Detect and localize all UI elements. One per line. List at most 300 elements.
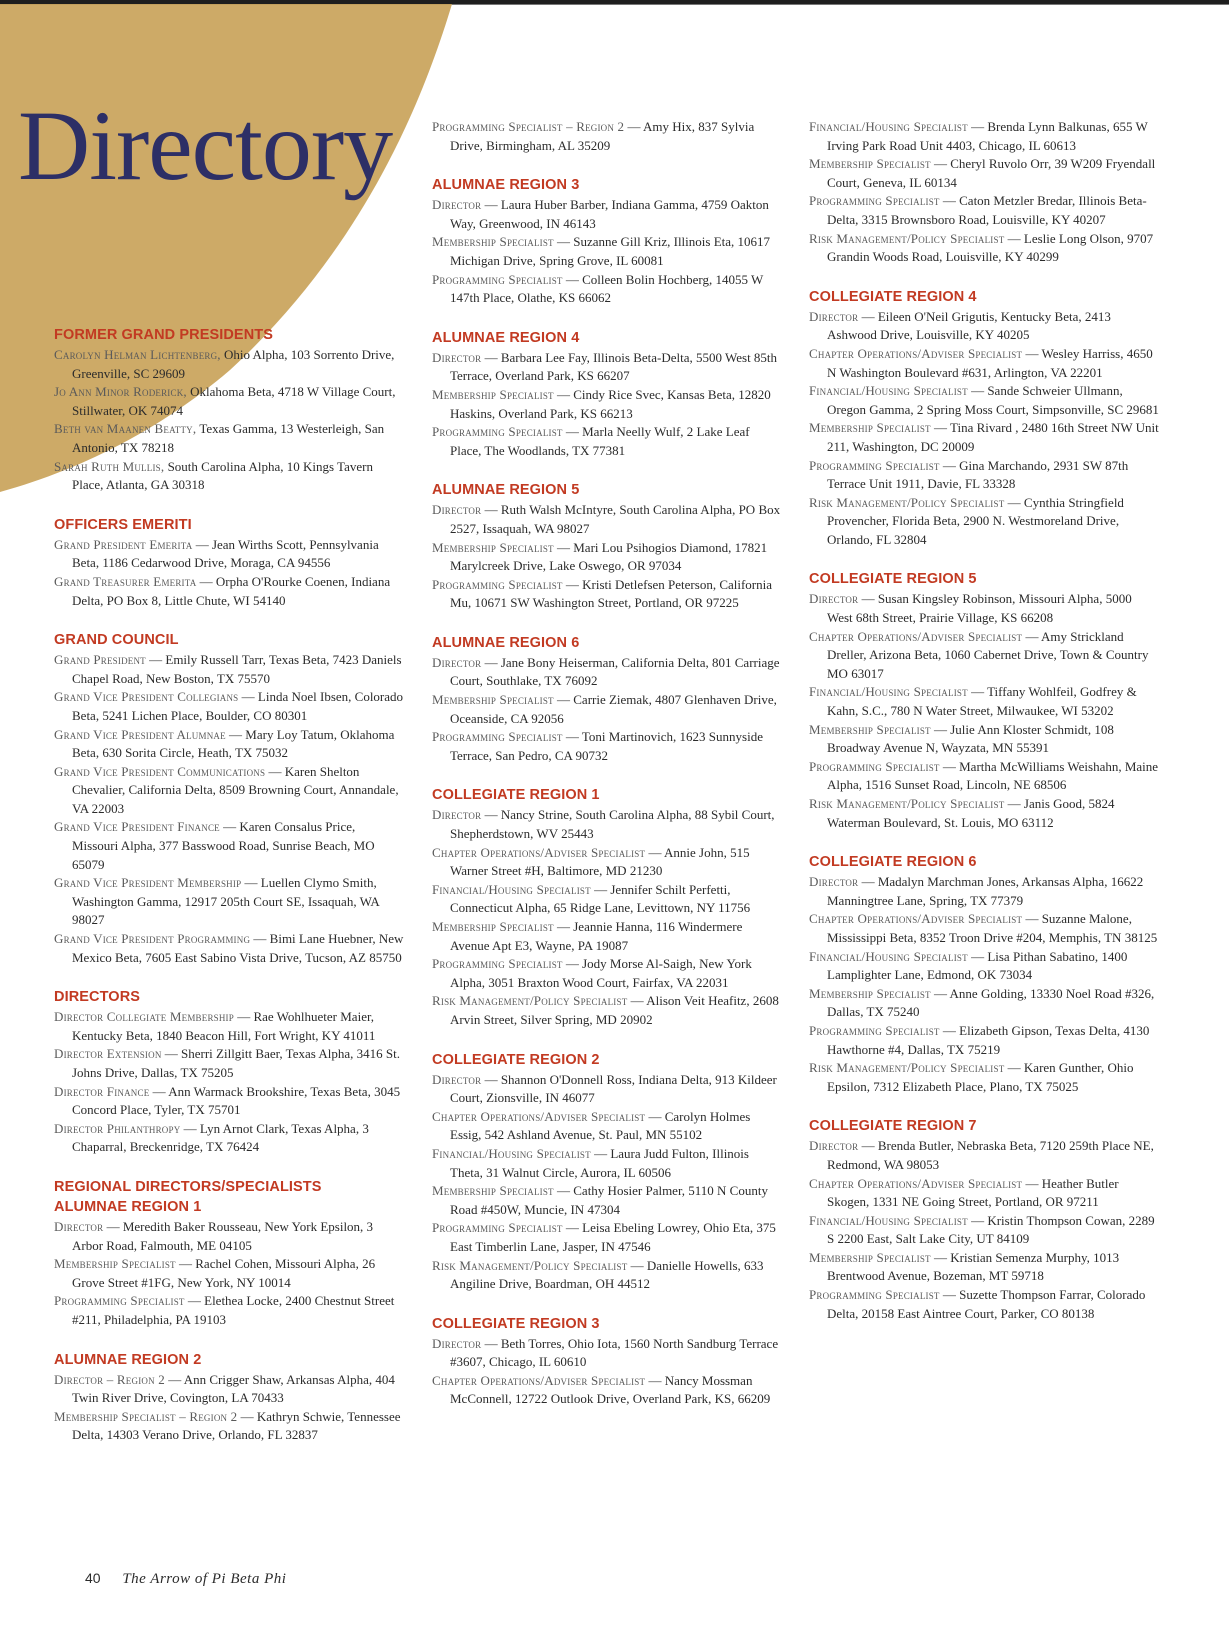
- directory-entry: [432, 992, 782, 1029]
- directory-entry: [54, 536, 404, 573]
- entry-separator: —: [1022, 1175, 1042, 1191]
- directory-entry: [54, 763, 404, 819]
- entry-details: Julie Ann Kloster Schmidt, 108 Broadway Avenue N, Wayzata, MN 55391: [827, 721, 1114, 756]
- directory-section: [54, 631, 404, 967]
- entry-role: Chapter Operations/Adviser Specialist: [809, 911, 1023, 927]
- directory-entry: [809, 118, 1159, 155]
- entry-separator: —: [1004, 494, 1024, 510]
- entry-role: Membership Specialist: [809, 985, 931, 1001]
- directory-section: [432, 329, 782, 461]
- entry-details: Heather Butler Skogen, 1331 NE Going Street, Portland, OR 97211: [827, 1175, 1119, 1210]
- entry-details: Susan Kingsley Robinson, Missouri Alpha, 5000 West 68th Street, Prairie Village, KS 66208: [827, 591, 1132, 626]
- entry-separator: —: [645, 1108, 665, 1124]
- entry-role: Chapter Operations/Adviser Specialist: [809, 628, 1023, 644]
- entry-details: Beth Torres, Ohio Iota, 1560 North Sandburg Terrace #3607, Chicago, IL 60610: [450, 1335, 779, 1370]
- entry-separator: —: [1004, 796, 1024, 811]
- directory-entry: [809, 590, 1159, 627]
- entry-role: Chapter Operations/Adviser Specialist: [432, 1372, 646, 1388]
- entry-details: Jane Bony Heiserman, California Delta, 801 Carriage Court, Southlake, TX 76092: [450, 654, 780, 689]
- entry-separator: —: [196, 573, 216, 589]
- directory-entry: [432, 1372, 782, 1409]
- entry-role: Jo Ann Minor Roderick,: [54, 384, 187, 400]
- entry-separator: —: [265, 763, 285, 779]
- directory-entry: [809, 230, 1159, 267]
- directory-entry: [809, 192, 1159, 229]
- entry-details: Anne Golding, 13330 Noel Road #326, Dallas, TX 75240: [827, 985, 1155, 1020]
- entry-separator: —: [624, 119, 644, 134]
- entry-role: Chapter Operations/Adviser Specialist: [809, 1175, 1023, 1191]
- entry-role: Risk Management/Policy Specialist: [432, 1257, 628, 1273]
- entry-role: Director: [809, 874, 859, 890]
- entry-role: Grand Vice President Alumnae: [54, 726, 226, 742]
- entry-details: Leisa Ebeling Lowrey, Ohio Eta, 375 East Timberlin Lane, Jasper, IN 47546: [450, 1220, 776, 1254]
- entry-separator: —: [219, 819, 240, 835]
- section-heading: OFFICERS EMERITI: [54, 516, 192, 533]
- entry-separator: —: [250, 931, 270, 947]
- directory-entry: [432, 955, 782, 992]
- section-heading: FORMER GRAND PRESIDENTS: [54, 327, 274, 343]
- entry-details: Brenda Lynn Balkunas, 655 W Irving Park Road Unit 4403, Chicago, IL 60613: [827, 119, 1148, 153]
- entry-details: Elethea Locke, 2400 Chestnut Street #211, Philadelphia, PA 19103: [72, 1293, 395, 1327]
- entry-separator: —: [553, 539, 574, 555]
- entry-role: Risk Management/Policy Specialist: [432, 993, 628, 1009]
- entry-separator: —: [481, 502, 501, 518]
- entry-separator: —: [930, 1249, 951, 1265]
- directory-entry: [54, 573, 404, 610]
- directory-entry: [432, 196, 782, 233]
- directory-entry: [54, 383, 404, 420]
- entry-details: Elizabeth Gipson, Texas Delta, 4130 Hawthorne #4, Dallas, TX 75219: [827, 1022, 1150, 1057]
- section-heading: COLLEGIATE REGION 4: [809, 288, 977, 305]
- entry-separator: —: [184, 1293, 205, 1309]
- directory-entry: [809, 1249, 1159, 1286]
- entry-details: Kristian Semenza Murphy, 1013 Brentwood Avenue, Bozeman, MT 59718: [827, 1249, 1120, 1284]
- entry-details: Carrie Ziemak, 4807 Glenhaven Drive, Oceanside, CA 92056: [450, 692, 777, 726]
- directory-entry: [54, 1408, 404, 1445]
- entry-role: Grand President: [54, 652, 146, 668]
- entry-role: Programming Specialist: [809, 758, 940, 774]
- directory-entry: [54, 1008, 404, 1045]
- entry-details: Gina Marchando, 2931 SW 87th Terrace Unit 1911, Davie, FL 33328: [827, 457, 1129, 492]
- entry-role: Financial/Housing Specialist: [809, 948, 968, 964]
- entry-separator: —: [627, 1257, 647, 1273]
- entry-role: Director: [809, 1138, 859, 1154]
- entry-role: Membership Specialist: [809, 1249, 931, 1265]
- directory-entry: [809, 910, 1159, 947]
- directory-column-1: [54, 326, 404, 1466]
- section-heading: COLLEGIATE REGION 6: [809, 854, 977, 871]
- directory-entry: [432, 501, 782, 538]
- directory-entry: [809, 985, 1159, 1022]
- entry-details: Jeannie Hanna, 116 Windermere Avenue Apt E3, Wayne, PA 19087: [450, 919, 743, 953]
- entry-details: Sande Schweier Ullmann, Oregon Gamma, 2 Spring Moss Court, Simpsonville, SC 29681: [827, 383, 1159, 417]
- entry-role: Membership Specialist: [432, 539, 554, 555]
- directory-entry: [809, 795, 1159, 832]
- page-footer: [85, 1570, 286, 1588]
- entry-details: Karen Consalus Price, Missouri Alpha, 377 Basswood Road, Sunrise Beach, MO 65079: [72, 819, 375, 872]
- section-heading: DIRECTORS: [54, 989, 141, 1006]
- entry-separator: —: [930, 721, 951, 737]
- entry-separator: —: [553, 692, 574, 708]
- directory-entry: [54, 1045, 404, 1082]
- directory-entry: [54, 1292, 404, 1329]
- directory-section: [54, 1178, 404, 1330]
- directory-entry: [54, 651, 404, 688]
- directory-entry: [809, 758, 1159, 795]
- directory-entry: [432, 881, 782, 918]
- entry-role: Financial/Housing Specialist: [809, 383, 968, 399]
- directory-entry: [432, 1108, 782, 1145]
- entry-details: Barbara Lee Fay, Illinois Beta-Delta, 5500 West 85th Terrace, Overland Park, KS 66207: [450, 349, 778, 384]
- entry-details: Ann Crigger Shaw, Arkansas Alpha, 404 Twin River Drive, Covington, LA 70433: [72, 1371, 395, 1406]
- entry-role: Director – Region 2: [54, 1371, 165, 1387]
- entry-separator: —: [930, 156, 951, 172]
- entry-role: Membership Specialist: [432, 234, 554, 250]
- directory-column-2: [432, 118, 782, 1430]
- entry-details: Sherri Zillgitt Baer, Texas Alpha, 3416 St. Johns Drive, Dallas, TX 75205: [72, 1046, 400, 1080]
- entry-role: Director Finance: [54, 1083, 150, 1099]
- entry-role: Beth van Maanen Beatty,: [54, 421, 197, 437]
- entry-separator: —: [241, 875, 261, 891]
- directory-entry: [432, 423, 782, 460]
- entry-details: South Carolina Alpha, 10 Kings Tavern Place, Atlanta, GA 30318: [72, 458, 373, 493]
- entry-details: Amy Strickland Dreller, Arizona Beta, 1060 Cabernet Drive, Town & Country MO 63017: [827, 628, 1149, 681]
- entry-role: Membership Specialist: [809, 420, 931, 436]
- directory-section: [54, 988, 404, 1157]
- entry-details: Madalyn Marchman Jones, Arkansas Alpha, 16622 Manningtree Lane, Spring, TX 77379: [827, 874, 1144, 908]
- directory-entry: [54, 1120, 404, 1157]
- entry-details: Kristi Detlefsen Peterson, California Mu, 10671 SW Washington Street, Portland, OR 97225: [450, 576, 773, 611]
- directory-entry: [809, 1212, 1159, 1249]
- directory-entry: [809, 345, 1159, 382]
- entry-separator: —: [858, 591, 878, 607]
- entry-details: Karen Shelton Chevalier, California Delta, 8509 Browning Court, Annandale, VA 22003: [72, 763, 399, 816]
- entry-role: Risk Management/Policy Specialist: [809, 494, 1005, 510]
- entry-details: Suzette Thompson Farrar, Colorado Delta, 20158 East Aintree Court, Parker, CO 80138: [827, 1287, 1146, 1321]
- entry-role: Director: [432, 654, 482, 670]
- entry-details: Kristin Thompson Cowan, 2289 S 2200 East, Salt Lake City, UT 84109: [827, 1212, 1155, 1247]
- entry-details: Amy Hix, 837 Sylvia Drive, Birmingham, AL 35209: [450, 119, 755, 153]
- entry-separator: —: [967, 1212, 988, 1228]
- entry-details: Meredith Baker Rousseau, New York Epsilon, 3 Arbor Road, Falmouth, ME 04105: [72, 1218, 374, 1253]
- entry-separator: —: [939, 193, 960, 209]
- entry-separator: —: [481, 197, 501, 213]
- entry-details: Cynthia Stringfield Provencher, Florida Beta, 2900 N. Westmoreland Drive, Orlando, FL 32804: [827, 494, 1124, 547]
- entry-details: Wesley Harriss, 4650 N Washington Boulevard #631, Arlington, VA 22201: [827, 345, 1153, 380]
- entry-separator: —: [562, 271, 583, 287]
- entry-role: Director: [432, 1071, 482, 1087]
- entry-role: Risk Management/Policy Specialist: [809, 1060, 1005, 1076]
- entry-role: Director Collegiate Membership: [54, 1009, 234, 1025]
- entry-role: Programming Specialist: [54, 1293, 185, 1309]
- entry-details: Toni Martinovich, 1623 Sunnyside Terrace, San Pedro, CA 90732: [450, 729, 763, 763]
- section-heading: ALUMNAE REGION 5: [432, 482, 580, 499]
- entry-details: Laura Huber Barber, Indiana Gamma, 4759 Oakton Way, Greenwood, IN 46143: [450, 197, 769, 231]
- section-heading: ALUMNAE REGION 4: [432, 329, 580, 346]
- entry-separator: —: [939, 1022, 960, 1038]
- directory-entry: [432, 918, 782, 955]
- entry-role: Programming Specialist: [809, 1287, 940, 1303]
- entry-separator: —: [967, 948, 988, 964]
- entry-details: Ann Warmack Brookshire, Texas Beta, 3045 Concord Place, Tyler, TX 75701: [72, 1083, 401, 1118]
- entry-role: Financial/Housing Specialist: [432, 1145, 591, 1161]
- directory-section: [432, 481, 782, 613]
- entry-details: Rachel Cohen, Missouri Alpha, 26 Grove Street #1FG, New York, NY 10014: [72, 1256, 376, 1290]
- entry-details: Martha McWilliams Weishahn, Maine Alpha, 1516 Sunset Road, Lincoln, NE 68506: [827, 758, 1159, 793]
- entry-role: Programming Specialist: [809, 1022, 940, 1038]
- directory-entry: [432, 654, 782, 691]
- entry-details: Shannon O'Donnell Ross, Indiana Delta, 913 Kildeer Court, Zionsville, IN 46077: [450, 1071, 777, 1106]
- entry-separator: —: [590, 1145, 611, 1161]
- entry-separator: —: [1022, 345, 1042, 361]
- directory-entry: [54, 420, 404, 457]
- directory-entry: [432, 233, 782, 270]
- entry-role: Grand President Emerita: [54, 536, 193, 552]
- entry-details: Jennifer Schilt Perfetti, Connecticut Alpha, 65 Ridge Lane, Levittown, NY 11756: [450, 881, 751, 916]
- entry-role: Programming Specialist: [432, 956, 563, 972]
- section-heading: ALUMNAE REGION 2: [54, 1351, 202, 1368]
- directory-entry: [809, 382, 1159, 419]
- entry-separator: —: [237, 1408, 257, 1424]
- directory-entry: [54, 346, 404, 383]
- directory-entry: [809, 308, 1159, 345]
- directory-entry: [432, 576, 782, 613]
- entry-details: Nancy Strine, South Carolina Alpha, 88 Sybil Court, Shepherdstown, WV 25443: [450, 807, 775, 842]
- directory-section: [54, 516, 404, 610]
- entry-role: Director: [809, 591, 859, 607]
- entry-role: Programming Specialist – Region 2: [432, 119, 625, 134]
- directory-entry: [432, 1335, 782, 1372]
- directory-entry: [809, 1059, 1159, 1096]
- entry-details: Danielle Howells, 633 Angiline Drive, Boardman, OH 44512: [450, 1257, 764, 1292]
- entry-separator: —: [939, 1287, 960, 1303]
- entry-role: Financial/Housing Specialist: [432, 881, 591, 897]
- entry-separator: —: [1004, 1060, 1024, 1076]
- entry-role: Financial/Housing Specialist: [809, 1212, 968, 1228]
- section-heading: REGIONAL DIRECTORS/SPECIALISTS: [54, 1178, 322, 1195]
- directory-section: [809, 288, 1159, 550]
- entry-role: Programming Specialist: [432, 729, 563, 745]
- directory-section: [809, 1117, 1159, 1323]
- directory-entry: [432, 1219, 782, 1256]
- entry-details: Kathryn Schwie, Tennessee Delta, 14303 Verano Drive, Orlando, FL 32837: [72, 1408, 401, 1443]
- entry-details: Tiffany Wohlfeil, Godfrey & Kahn, S.C., 780 N Water Street, Milwaukee, WI 53202: [827, 684, 1137, 719]
- entry-details: Orpha O'Rourke Coenen, Indiana Delta, PO Box 8, Little Chute, WI 54140: [72, 573, 391, 608]
- directory-section: [432, 1315, 782, 1409]
- entry-details: Jody Morse Al-Saigh, New York Alpha, 3051 Braxton Wood Court, Fairfax, VA 22031: [450, 956, 752, 990]
- entry-role: Membership Specialist: [54, 1256, 176, 1272]
- directory-entry: [432, 844, 782, 881]
- entry-role: Director: [432, 349, 482, 365]
- entry-details: Nancy Mossman McConnell, 12722 Outlook Drive, Overland Park, KS, 66209: [450, 1372, 771, 1407]
- entry-details: Cindy Rice Svec, Kansas Beta, 12820 Haskins, Overland Park, KS 66213: [450, 386, 771, 421]
- section-heading: ALUMNAE REGION 3: [432, 177, 580, 194]
- section-heading: COLLEGIATE REGION 7: [809, 1118, 977, 1135]
- entry-details: Brenda Butler, Nebraska Beta, 7120 259th Place NE, Redmond, WA 98053: [827, 1138, 1154, 1172]
- directory-entry: [54, 1371, 404, 1408]
- section-heading: COLLEGIATE REGION 2: [432, 1051, 600, 1068]
- section-subheading: ALUMNAE REGION 1: [54, 1198, 202, 1215]
- directory-entry: [54, 1083, 404, 1120]
- entry-role: Director Extension: [54, 1046, 162, 1062]
- entry-role: Chapter Operations/Adviser Specialist: [432, 844, 646, 860]
- entry-details: Linda Noel Ibsen, Colorado Beta, 5241 Lichen Place, Boulder, CO 80301: [72, 689, 404, 723]
- entry-separator: —: [627, 993, 647, 1009]
- entry-role: Chapter Operations/Adviser Specialist: [809, 345, 1023, 361]
- entry-role: Grand Treasurer Emerita: [54, 573, 197, 589]
- entry-details: Janis Good, 5824 Waterman Boulevard, St. Louis, MO 63112: [827, 796, 1115, 830]
- entry-separator: —: [1022, 628, 1041, 644]
- section-heading: COLLEGIATE REGION 3: [432, 1315, 600, 1332]
- section-heading: COLLEGIATE REGION 1: [432, 787, 600, 804]
- entry-details: Ruth Walsh McIntyre, South Carolina Alpha, PO Box 2527, Issaquah, WA 98027: [450, 502, 781, 536]
- directory-section: [809, 853, 1159, 1096]
- entry-role: Membership Specialist: [809, 721, 931, 737]
- entry-role: Financial/Housing Specialist: [809, 684, 968, 700]
- entry-separator: —: [858, 874, 878, 890]
- page-number: 40: [85, 1570, 101, 1586]
- directory-entry: [54, 874, 404, 930]
- entry-role: Grand Vice President Programming: [54, 931, 251, 947]
- entry-details: Carolyn Holmes Essig, 542 Ashland Avenue, St. Paul, MN 55102: [450, 1108, 751, 1143]
- entry-role: Risk Management/Policy Specialist: [809, 230, 1005, 246]
- entry-role: Director: [432, 197, 482, 213]
- directory-entry: [809, 683, 1159, 720]
- directory-entry: [809, 494, 1159, 550]
- section-heading: ALUMNAE REGION 6: [432, 634, 580, 651]
- directory-section: [432, 118, 782, 155]
- directory-entry: [432, 806, 782, 843]
- directory-column-3: [809, 118, 1159, 1344]
- entry-details: Suzanne Malone, Mississippi Beta, 8352 Troon Drive #204, Memphis, TN 38125: [827, 911, 1158, 945]
- directory-section: [432, 634, 782, 766]
- entry-role: Membership Specialist: [432, 1183, 554, 1199]
- entry-separator: —: [930, 420, 951, 436]
- entry-separator: —: [858, 1138, 878, 1154]
- entry-details: Lisa Pithan Sabatino, 1400 Lamplighter Lane, Edmond, OK 73034: [827, 948, 1128, 983]
- entry-details: Colleen Bolin Hochberg, 14055 W 147th Place, Olathe, KS 66062: [450, 271, 764, 306]
- directory-entry: [809, 873, 1159, 910]
- directory-entry: [809, 457, 1159, 494]
- directory-section: [809, 118, 1159, 267]
- entry-separator: —: [481, 349, 501, 365]
- entry-details: Laura Judd Fulton, Illinois Theta, 31 Walnut Circle, Aurora, IL 60506: [450, 1145, 749, 1180]
- entry-details: Rae Wohlhueter Maier, Kentucky Beta, 1840 Beacon Hill, Fort Wright, KY 41011: [72, 1009, 376, 1043]
- entry-separator: —: [562, 1220, 583, 1236]
- entry-separator: —: [553, 386, 574, 402]
- directory-entry: [432, 118, 782, 155]
- page-title: Directory: [18, 90, 393, 201]
- entry-role: Director Philanthropy: [54, 1120, 181, 1136]
- entry-separator: —: [180, 1120, 200, 1136]
- entry-role: Programming Specialist: [432, 576, 563, 592]
- entry-separator: —: [481, 807, 501, 823]
- directory-entry: [54, 930, 404, 967]
- entry-separator: —: [149, 1083, 169, 1099]
- entry-separator: —: [553, 234, 574, 250]
- directory-section: [54, 326, 404, 495]
- entry-role: Programming Specialist: [809, 193, 940, 209]
- entry-role: Carolyn Helman Lichtenberg,: [54, 347, 221, 362]
- directory-section: [432, 1051, 782, 1294]
- entry-details: Jean Wirths Scott, Pennsylvania Beta, 1186 Cedarwood Drive, Moraga, CA 94556: [72, 536, 379, 571]
- entry-details: Karen Gunther, Ohio Epsilon, 7312 Elizabeth Place, Plano, TX 75025: [827, 1060, 1134, 1094]
- directory-section: [432, 786, 782, 1029]
- entry-separator: —: [562, 424, 583, 440]
- entry-role: Risk Management/Policy Specialist: [809, 796, 1005, 811]
- directory-entry: [432, 386, 782, 423]
- directory-entry: [809, 628, 1159, 684]
- entry-separator: —: [967, 383, 988, 399]
- entry-role: Programming Specialist: [809, 457, 940, 473]
- publication-name: The Arrow of Pi Beta Phi: [122, 1571, 287, 1587]
- directory-entry: [432, 1145, 782, 1182]
- entry-role: Membership Specialist: [432, 386, 554, 402]
- directory-entry: [809, 1137, 1159, 1174]
- directory-entry: [432, 349, 782, 386]
- directory-entry: [432, 691, 782, 728]
- entry-role: Membership Specialist – Region 2: [54, 1408, 238, 1424]
- entry-separator: —: [553, 1183, 574, 1199]
- entry-separator: —: [590, 881, 611, 897]
- entry-details: Texas Gamma, 13 Westerleigh, San Antonio, TX 78218: [72, 421, 385, 455]
- entry-separator: —: [645, 844, 664, 860]
- entry-details: Marla Neelly Wulf, 2 Lake Leaf Place, The Woodlands, TX 77381: [450, 424, 750, 458]
- entry-role: Director: [809, 308, 859, 324]
- entry-separator: —: [233, 1009, 254, 1025]
- entry-separator: —: [103, 1218, 123, 1234]
- directory-entry: [809, 1022, 1159, 1059]
- entry-separator: —: [161, 1046, 182, 1062]
- directory-entry: [809, 155, 1159, 192]
- entry-details: Emily Russell Tarr, Texas Beta, 7423 Daniels Chapel Road, New Boston, TX 75570: [72, 652, 402, 686]
- entry-role: Programming Specialist: [432, 1220, 563, 1236]
- entry-details: Annie John, 515 Warner Street #H, Baltimore, MD 21230: [450, 844, 750, 879]
- entry-details: Suzanne Gill Kriz, Illinois Eta, 10617 Michigan Drive, Spring Grove, IL 60081: [450, 234, 771, 268]
- entry-role: Grand Vice President Collegians: [54, 689, 239, 705]
- directory-entry: [432, 728, 782, 765]
- entry-separator: —: [225, 726, 246, 742]
- entry-role: Chapter Operations/Adviser Specialist: [432, 1108, 646, 1124]
- entry-separator: —: [553, 919, 574, 934]
- entry-role: Membership Specialist: [432, 692, 554, 708]
- entry-details: Oklahoma Beta, 4718 W Village Court, Stillwater, OK 74074: [72, 384, 396, 418]
- entry-details: Eileen O'Neil Grigutis, Kentucky Beta, 2413 Ashwood Drive, Louisville, KY 40205: [827, 308, 1111, 343]
- entry-separator: —: [175, 1256, 196, 1272]
- entry-separator: —: [645, 1372, 665, 1388]
- directory-entry: [432, 1071, 782, 1108]
- entry-separator: —: [967, 119, 988, 134]
- entry-details: Cheryl Ruvolo Orr, 39 W209 Fryendall Court, Geneva, IL 60134: [827, 156, 1156, 190]
- entry-separator: —: [1004, 230, 1024, 246]
- directory-entry: [54, 458, 404, 495]
- entry-details: Luellen Clymo Smith, Washington Gamma, 12917 205th Court SE, Issaquah, WA 98027: [72, 875, 380, 928]
- entry-role: Grand Vice President Finance: [54, 819, 220, 835]
- directory-section: [432, 176, 782, 308]
- section-heading: COLLEGIATE REGION 5: [809, 571, 977, 588]
- directory-entry: [54, 688, 404, 725]
- directory-entry: [809, 1286, 1159, 1323]
- entry-details: Lyn Arnot Clark, Texas Alpha, 3 Chaparral, Breckenridge, TX 76424: [72, 1120, 369, 1155]
- entry-separator: —: [1022, 911, 1042, 927]
- entry-separator: —: [145, 652, 166, 668]
- entry-separator: —: [481, 654, 501, 670]
- directory-entry: [432, 271, 782, 308]
- directory-section: [809, 570, 1159, 832]
- section-heading: GRAND COUNCIL: [54, 632, 179, 649]
- directory-entry: [54, 1218, 404, 1255]
- directory-entry: [54, 818, 404, 874]
